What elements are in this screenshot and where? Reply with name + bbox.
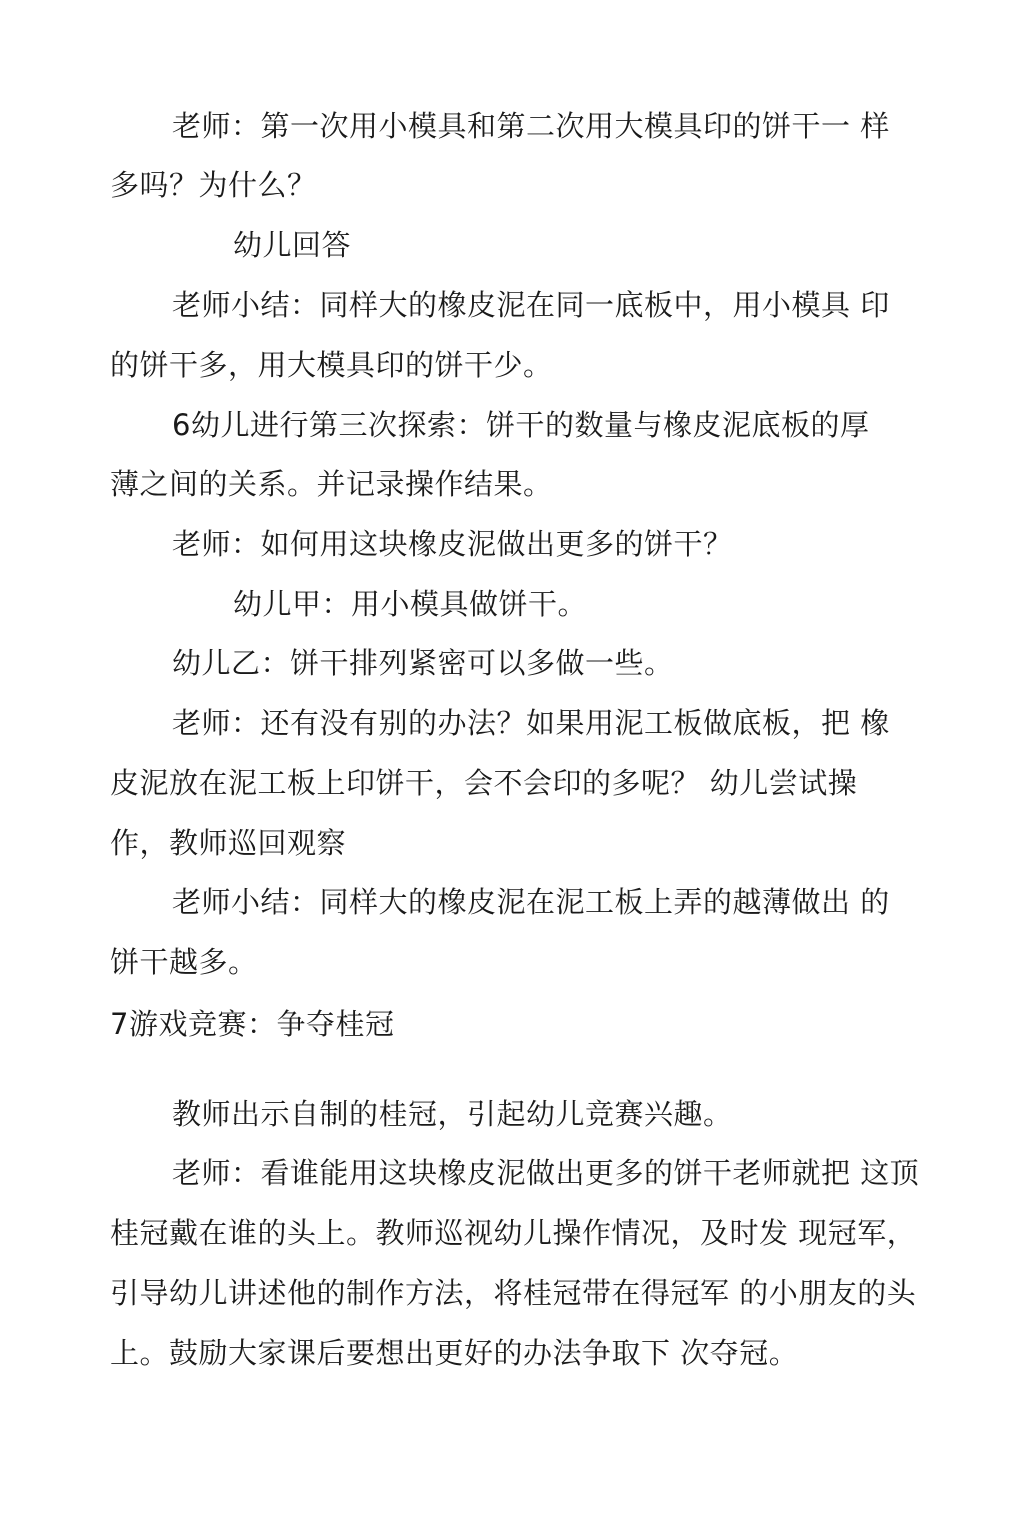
- text-line-9: 幼儿甲：用小模具做饼干。: [233, 587, 588, 621]
- text-line-10: 幼儿乙：饼干排列紧密可以多做一些。: [172, 646, 674, 680]
- text-line-20: 引导幼儿讲述他的制作方法，将桂冠带在得冠军 的小朋友的头: [110, 1276, 917, 1310]
- text-line-5: 的饼干多，用大模具印的饼干少。: [110, 348, 553, 382]
- text-line-17: 教师出示自制的桂冠，引起幼儿竞赛兴趣。: [172, 1097, 733, 1131]
- text-line-4: 老师小结：同样大的橡皮泥在同一底板中，用小模具 印: [172, 288, 890, 322]
- text-line-19: 桂冠戴在谁的头上。教师巡视幼儿操作情况，及时发 现冠军，: [110, 1216, 917, 1250]
- text-line-6: 6幼儿进行第三次探索：饼干的数量与橡皮泥底板的厚: [172, 408, 870, 442]
- text-line-14: 老师小结：同样大的橡皮泥在泥工板上弄的越薄做出 的: [172, 885, 890, 919]
- text-line-12: 皮泥放在泥工板上印饼干，会不会印的多呢？ 幼儿尝试操: [110, 766, 858, 800]
- text-line-11: 老师：还有没有别的办法？如果用泥工板做底板，把 橡: [172, 706, 890, 740]
- text-line-13: 作，教师巡回观察: [110, 826, 347, 860]
- text-line-16: 7游戏竞赛：争夺桂冠: [110, 1007, 395, 1041]
- text-line-15: 饼干越多。: [110, 945, 258, 979]
- text-line-7: 薄之间的关系。并记录操作结果。: [110, 467, 553, 501]
- text-line-1: 老师：第一次用小模具和第二次用大模具印的饼干一 样: [172, 109, 890, 143]
- text-line-2: 多吗？为什么？: [110, 168, 317, 202]
- text-line-18: 老师：看谁能用这块橡皮泥做出更多的饼干老师就把 这顶: [172, 1156, 920, 1190]
- text-line-8: 老师：如何用这块橡皮泥做出更多的饼干？: [172, 527, 733, 561]
- text-line-21: 上。鼓励大家课后要想出更好的办法争取下 次夺冠。: [110, 1336, 799, 1370]
- text-line-3: 幼儿回答: [233, 228, 352, 262]
